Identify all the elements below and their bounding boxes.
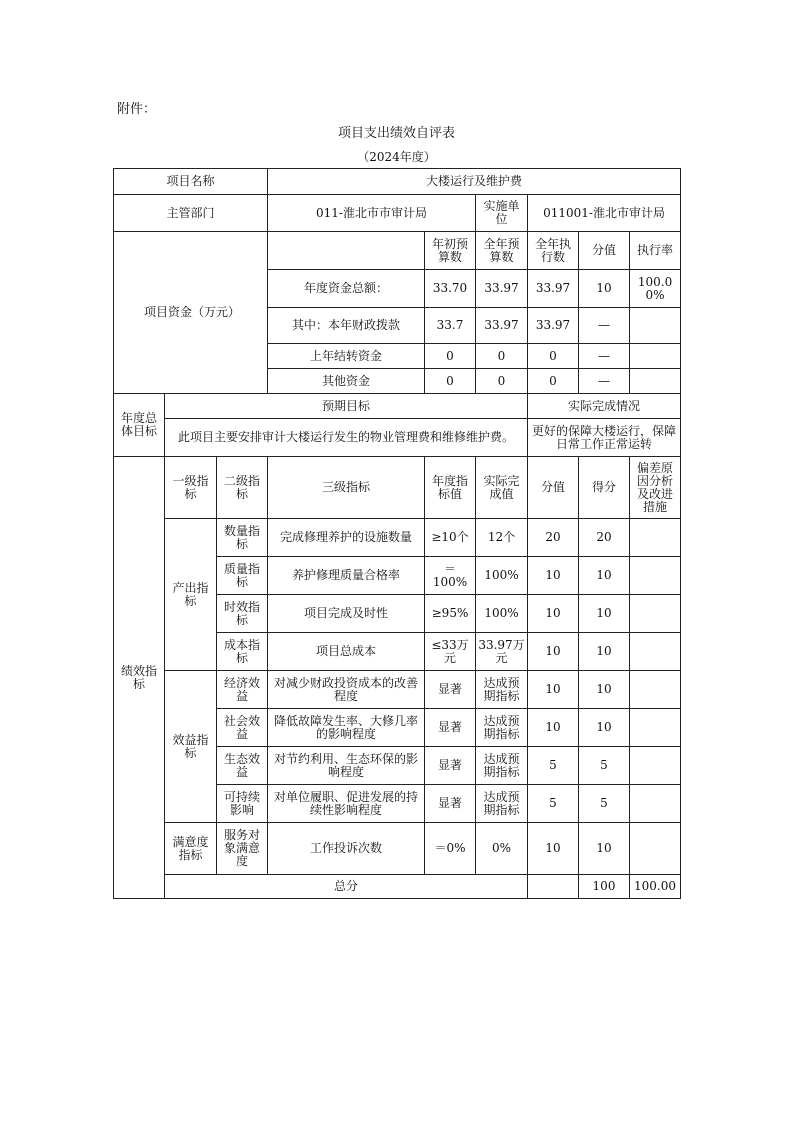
funds-cell bbox=[630, 344, 681, 369]
funds-cell: 33.97 bbox=[528, 308, 579, 344]
dept-label: 主管部门 bbox=[114, 195, 268, 232]
level1-indicator: 产出指标 bbox=[165, 519, 217, 671]
dept-value: 011-淮北市市审计局 bbox=[268, 195, 476, 232]
funds-header-cell: 分值 bbox=[579, 232, 630, 270]
funds-cell: — bbox=[579, 369, 630, 394]
got-value: 10 bbox=[579, 595, 630, 633]
department-row bbox=[114, 195, 681, 232]
score-value: 20 bbox=[528, 519, 579, 557]
perf-header-cell: 得分 bbox=[579, 457, 630, 519]
actual-value: 达成预期指标 bbox=[476, 785, 528, 823]
score-value: 10 bbox=[528, 633, 579, 671]
funds-header-cell: 全年预算数 bbox=[476, 232, 528, 270]
funds-row-label: 其他资金 bbox=[268, 369, 425, 394]
actual-value: 33.97万元 bbox=[476, 633, 528, 671]
target-value: 显著 bbox=[425, 671, 476, 709]
got-value: 10 bbox=[579, 709, 630, 747]
goals-header-row bbox=[114, 394, 681, 419]
total-got: 100.00 bbox=[630, 875, 681, 899]
expected-goal-label: 预期目标 bbox=[165, 394, 528, 419]
funds-cell bbox=[630, 308, 681, 344]
got-value: 10 bbox=[579, 557, 630, 595]
funds-header-cell: 年初预算数 bbox=[425, 232, 476, 270]
total-label: 总分 bbox=[165, 875, 528, 899]
funds-header-cell: 执行率 bbox=[630, 232, 681, 270]
funds-header-row bbox=[114, 232, 681, 270]
evaluation-table bbox=[113, 168, 681, 899]
deviation-note bbox=[630, 633, 681, 671]
actual-value: 达成预期指标 bbox=[476, 709, 528, 747]
target-value: 显著 bbox=[425, 747, 476, 785]
target-value: 显著 bbox=[425, 709, 476, 747]
deviation-note bbox=[630, 823, 681, 875]
total-row bbox=[114, 875, 681, 899]
level3-indicator: 工作投诉次数 bbox=[268, 823, 425, 875]
level3-indicator: 项目总成本 bbox=[268, 633, 425, 671]
perf-row bbox=[114, 671, 681, 709]
funds-cell: 10 bbox=[579, 270, 630, 308]
funds-cell: 0 bbox=[476, 344, 528, 369]
funds-row-label: 其中：本年财政拨款 bbox=[268, 308, 425, 344]
perf-header-cell: 年度指标值 bbox=[425, 457, 476, 519]
deviation-note bbox=[630, 595, 681, 633]
page-title: 项目支出绩效自评表 bbox=[337, 126, 455, 141]
score-value: 10 bbox=[528, 557, 579, 595]
level2-indicator: 质量指标 bbox=[217, 557, 268, 595]
funds-cell: 33.97 bbox=[528, 270, 579, 308]
project-name-label: 项目名称 bbox=[114, 169, 268, 195]
level2-indicator: 成本指标 bbox=[217, 633, 268, 671]
perf-header-cell: 偏差原因分析及改进措施 bbox=[630, 457, 681, 519]
actual-status-text: 更好的保障大楼运行，保障日常工作正常运转 bbox=[528, 419, 681, 457]
actual-value: 达成预期指标 bbox=[476, 671, 528, 709]
actual-value: 12个 bbox=[476, 519, 528, 557]
expected-goal-text: 此项目主要安排审计大楼运行发生的物业管理费和维修维护费。 bbox=[165, 419, 528, 457]
impl-value: 011001-淮北市审计局 bbox=[528, 195, 681, 232]
actual-value: 100% bbox=[476, 595, 528, 633]
funds-cell: 33.97 bbox=[476, 308, 528, 344]
level2-indicator: 可持续影响 bbox=[217, 785, 268, 823]
perf-header-cell: 一级指标 bbox=[165, 457, 217, 519]
score-value: 10 bbox=[528, 709, 579, 747]
perf-header-cell: 三级指标 bbox=[268, 457, 425, 519]
funds-cell: 0 bbox=[528, 369, 579, 394]
level2-indicator: 服务对象满意度 bbox=[217, 823, 268, 875]
funds-cell: 33.7 bbox=[425, 308, 476, 344]
perf-header-cell: 分值 bbox=[528, 457, 579, 519]
funds-row-label: 上年结转资金 bbox=[268, 344, 425, 369]
level3-indicator: 降低故障发生率、大修几率的影响程度 bbox=[268, 709, 425, 747]
score-value: 5 bbox=[528, 785, 579, 823]
level3-indicator: 项目完成及时性 bbox=[268, 595, 425, 633]
target-value: ＝100% bbox=[425, 557, 476, 595]
funds-label: 项目资金（万元） bbox=[114, 232, 268, 394]
deviation-note bbox=[630, 785, 681, 823]
funds-cell: 100.00% bbox=[630, 270, 681, 308]
funds-cell: 0 bbox=[476, 369, 528, 394]
funds-cell: 33.70 bbox=[425, 270, 476, 308]
target-value: 显著 bbox=[425, 785, 476, 823]
got-value: 5 bbox=[579, 785, 630, 823]
level2-indicator: 时效指标 bbox=[217, 595, 268, 633]
score-value: 10 bbox=[528, 671, 579, 709]
level2-indicator: 数量指标 bbox=[217, 519, 268, 557]
goals-content-row bbox=[114, 419, 681, 457]
project-name-value: 大楼运行及维护费 bbox=[268, 169, 681, 195]
deviation-note bbox=[630, 747, 681, 785]
perf-row bbox=[114, 823, 681, 875]
level1-indicator: 满意度指标 bbox=[165, 823, 217, 875]
funds-cell: — bbox=[579, 308, 630, 344]
perf-row bbox=[114, 519, 681, 557]
impl-label: 实施单位 bbox=[476, 195, 528, 232]
funds-cell: — bbox=[579, 344, 630, 369]
funds-cell: 0 bbox=[425, 369, 476, 394]
funds-cell: 0 bbox=[528, 344, 579, 369]
funds-row-label: 年度资金总额： bbox=[268, 270, 425, 308]
actual-status-label: 实际完成情况 bbox=[528, 394, 681, 419]
actual-value: 0% bbox=[476, 823, 528, 875]
funds-header-cell: 全年执行数 bbox=[528, 232, 579, 270]
funds-cell: 33.97 bbox=[476, 270, 528, 308]
level1-indicator: 效益指标 bbox=[165, 671, 217, 823]
level3-indicator: 对单位履职、促进发展的持续性影响程度 bbox=[268, 785, 425, 823]
level3-indicator: 对节约利用、生态环保的影响程度 bbox=[268, 747, 425, 785]
funds-header-blank bbox=[268, 232, 425, 270]
target-value: ≥95% bbox=[425, 595, 476, 633]
deviation-note bbox=[630, 671, 681, 709]
actual-value: 100% bbox=[476, 557, 528, 595]
got-value: 20 bbox=[579, 519, 630, 557]
got-value: 10 bbox=[579, 633, 630, 671]
total-blank bbox=[528, 875, 579, 899]
deviation-note bbox=[630, 557, 681, 595]
level3-indicator: 养护修理质量合格率 bbox=[268, 557, 425, 595]
target-value: ≥10个 bbox=[425, 519, 476, 557]
perf-label: 绩效指标 bbox=[114, 457, 165, 899]
level3-indicator: 完成修理养护的设施数量 bbox=[268, 519, 425, 557]
level2-indicator: 经济效益 bbox=[217, 671, 268, 709]
funds-cell bbox=[630, 369, 681, 394]
got-value: 5 bbox=[579, 747, 630, 785]
total-score: 100 bbox=[579, 875, 630, 899]
project-name-row bbox=[114, 169, 681, 195]
annex-label: 附件： bbox=[117, 102, 157, 117]
score-value: 10 bbox=[528, 823, 579, 875]
goals-label: 年度总体目标 bbox=[114, 394, 165, 457]
level3-indicator: 对减少财政投资成本的改善程度 bbox=[268, 671, 425, 709]
deviation-note bbox=[630, 709, 681, 747]
perf-header-cell: 二级指标 bbox=[217, 457, 268, 519]
target-value: ≤33万元 bbox=[425, 633, 476, 671]
report-year: （2024年度） bbox=[357, 150, 436, 164]
funds-cell: 0 bbox=[425, 344, 476, 369]
got-value: 10 bbox=[579, 823, 630, 875]
actual-value: 达成预期指标 bbox=[476, 747, 528, 785]
level2-indicator: 生态效益 bbox=[217, 747, 268, 785]
score-value: 5 bbox=[528, 747, 579, 785]
perf-header-cell: 实际完成值 bbox=[476, 457, 528, 519]
score-value: 10 bbox=[528, 595, 579, 633]
level2-indicator: 社会效益 bbox=[217, 709, 268, 747]
perf-header-row bbox=[114, 457, 681, 519]
got-value: 10 bbox=[579, 671, 630, 709]
target-value: ＝0% bbox=[425, 823, 476, 875]
deviation-note bbox=[630, 519, 681, 557]
